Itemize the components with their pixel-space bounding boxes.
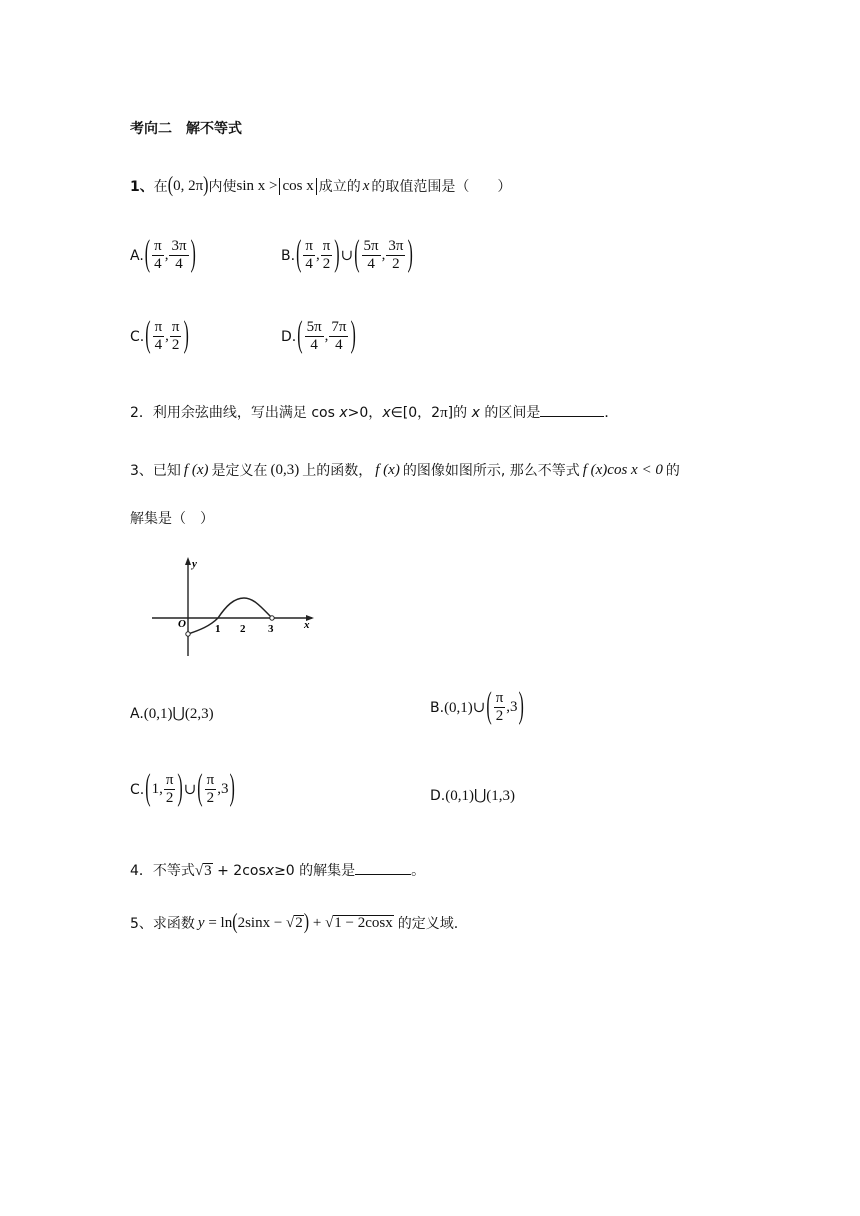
function-curve bbox=[188, 598, 272, 634]
answer-blank[interactable] bbox=[540, 416, 604, 417]
q3-fx: f (x) bbox=[183, 461, 209, 478]
q1-text-b: 内使 bbox=[208, 179, 237, 195]
section-title: 考向二 解不等式 bbox=[130, 121, 242, 137]
question-1: 1、 在 ( 0, 2π ) 内使 sin x > cos x 成立的 x 的取值范围是（ ） bbox=[130, 173, 512, 198]
q3-option-a[interactable]: A. (0,1)⋃(2,3) bbox=[130, 705, 214, 722]
q1-abs-cos: cos x bbox=[279, 178, 316, 195]
option-label: D. bbox=[430, 787, 446, 804]
q3-inequality: f (x)cos x < 0 bbox=[582, 461, 663, 478]
option-label: C. bbox=[130, 781, 145, 798]
question-3-line2: 解集是（ ） bbox=[130, 511, 214, 527]
tick-3: 3 bbox=[268, 623, 274, 635]
q3-function-graph bbox=[148, 554, 318, 660]
origin-label: O bbox=[178, 618, 186, 630]
y-label: y bbox=[192, 558, 197, 570]
q1-text-c: 成立的 bbox=[318, 179, 361, 195]
question-4: 4．不等式√3 + 2cosx≥0 的解集是 。 bbox=[130, 863, 426, 879]
open-endpoint-right bbox=[270, 616, 274, 620]
q1-option-d[interactable]: D. ( $\frac{5\pi}{4}$ , $\frac{7\pi}{4}$ ) bbox=[281, 315, 356, 355]
question-3: 3、已知 f (x) 是定义在 (0,3) 上的函数， f (x) 的图像如图所示, 那么不等式 f (x)cos x < 0 的 bbox=[130, 461, 680, 479]
q1-ineq-left: sin x > bbox=[236, 177, 278, 194]
open-endpoint-left bbox=[186, 632, 190, 636]
x-label: x bbox=[304, 619, 310, 631]
q3-option-b[interactable]: B. (0,1)∪ ( $\frac{\pi}{2}$ ,3 ) bbox=[430, 686, 524, 726]
q1-text-d: 的取值范围是（ ） bbox=[371, 179, 512, 195]
question-2: 2．利用余弦曲线，写出满足 cos x>0，x∈[0，2π]的 x 的区间是 ． bbox=[130, 405, 619, 421]
q1-option-c[interactable]: C. ( $\frac{\pi}{4}$ , $\frac{\pi}{2}$ ) bbox=[130, 315, 189, 355]
sqrt-3: 3 bbox=[204, 863, 212, 879]
q1-var: x bbox=[362, 177, 370, 194]
answer-blank[interactable] bbox=[355, 874, 411, 875]
option-label: C. bbox=[130, 328, 145, 345]
option-label: A. bbox=[130, 705, 144, 722]
q3-option-c[interactable]: C. ( 1, $\frac{\pi}{2}$ ) ∪ ( $\frac{\pi}{2}$ ,3 ) bbox=[130, 768, 235, 808]
q1-number: 1、 bbox=[130, 179, 154, 195]
q1-option-a[interactable]: A. ( $\frac{\pi}{4}$ , $\frac{3\pi}{4}$ ) bbox=[130, 234, 196, 274]
y-axis-arrow bbox=[185, 557, 191, 565]
option-label: B. bbox=[430, 699, 445, 716]
q1-text-a: 在 bbox=[153, 179, 168, 195]
option-label: A. bbox=[130, 247, 144, 264]
q3-interval: (0,3) bbox=[270, 461, 300, 478]
option-label: B. bbox=[281, 247, 296, 264]
q1-option-b[interactable]: B. ( $\frac{\pi}{4}$ , $\frac{\pi}{2}$ ) ∪ ( $\frac{5\pi}{4}$ , $\frac{3\pi}{2}$ ) bbox=[281, 234, 413, 274]
q3-option-d[interactable]: D. (0,1)⋃(1,3) bbox=[430, 787, 516, 804]
q1-interval: 0, 2π bbox=[173, 177, 204, 194]
question-5: 5、求函数 y = ln ( 2sinx − √ 2 ) + √ 1 − 2cosx 的定义域. bbox=[130, 910, 459, 935]
option-label: D. bbox=[281, 328, 297, 345]
tick-2: 2 bbox=[240, 623, 246, 635]
tick-1: 1 bbox=[215, 623, 221, 635]
